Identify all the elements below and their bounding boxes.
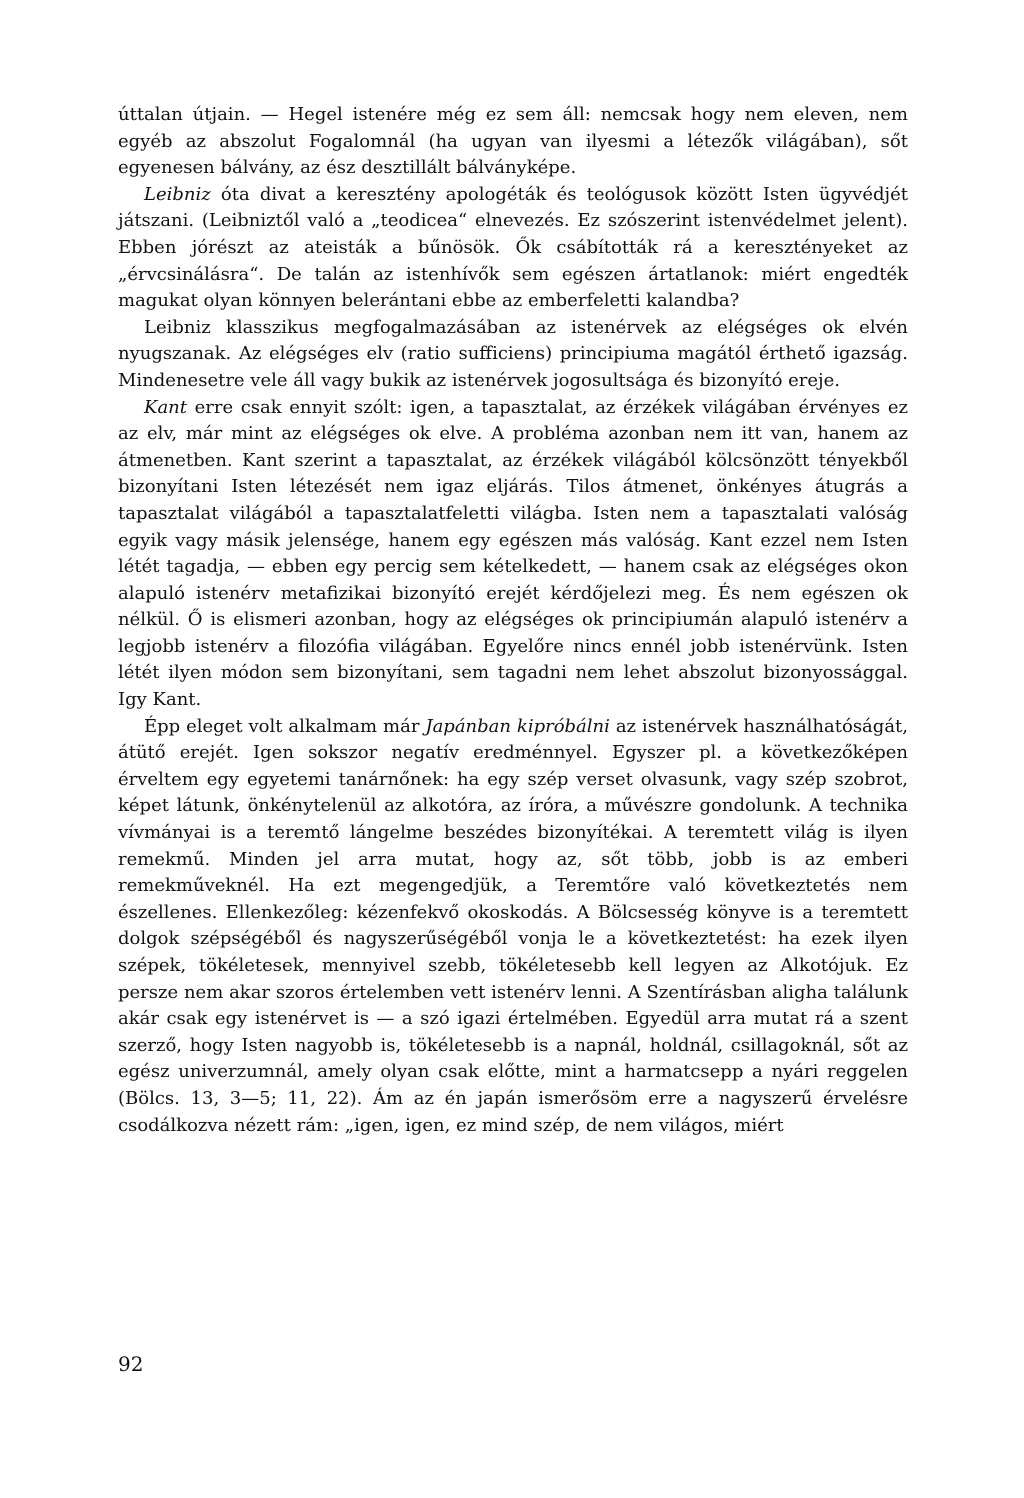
text-run: úttalan útjain. — Hegel istenére még ez sem áll: nemcsak hogy nem eleven, nem egyéb az abszolut Fogalomnál (ha ugyan van ilyesmi a létezők világában), sőt egyenesen bálvány, az ész desztillált bálványképe. [118,104,908,179]
paragraph-5 [118,714,908,1140]
italic-run: Kant [144,396,188,418]
text-run: Leibniz klasszikus megfogalmazásában az istenérvek az elégséges ok elvén nyugszanak. Az elégséges elv (ratio sufficiens) principiuma magától érthető igazság. Mindenesetre vele áll vagy bukik az istenérvek jogosultsága és bizonyító ereje. [118,316,908,391]
text-run: óta divat a keresztény apologéták és teológusok között Isten ügyvédjét játszani. (Leibniztől való a „teodicea“ elnevezés. Ez szószerint istenvédelmet jelent). Ebben jórészt az ateisták a bűnösök. Ők csábították rá a keresztényeket az „érvcsinálásra“. De talán az istenhívők sem egészen ártatlanok: miért engedték magukat olyan könnyen belerántani ebbe az emberfeletti kalandba? [118,183,908,312]
italic-run: Leibniz [144,183,211,205]
italic-run: Japánban kipróbálni [425,715,610,737]
text-run: erre csak ennyit szólt: igen, a tapasztalat, az érzékek világában érvényes ez az elv, már mint az elégséges ok elve. A probléma azonban nem itt van, hanem az átmenetben. Kant szerint a tapasztalat, az érzékek világából kölcsönzött tényekből bizonyítani Isten létezését nem igaz eljárás. Tilos átmenet, önkényes átugrás a tapasztalat világából a tapasztalatfeletti világba. Isten nem a tapasztalati valóság egyik vagy másik jelensége, hanem egy egészen más valóság. Kant ezzel nem Isten létét tagadja, — ebben egy percig sem kételkedett, — hanem csak az elégséges okon alapuló istenérv metafizikai bizonyító erejét kérdőjelezi meg. És nem egészen ok nélkül. Ő is elismeri azonban, hogy az elégséges ok principiumán alapuló istenérv a legjobb istenérv a filozófia világában. Egyelőre nincs ennél jobb istenérvünk. Isten létét ilyen módon sem bizonyítani, sem tagadni nem lehet abszolut bizonyossággal. Igy Kant. [118,396,908,711]
paragraph-3 [118,315,908,395]
paragraph-4 [118,395,908,714]
paragraph-2 [118,182,908,315]
page-number: 92 [118,1352,144,1376]
text-run: az istenérvek használhatóságát, átütő erejét. Igen sokszor negatív eredménnyel. Egyszer pl. a következőképen érveltem egy egyetemi tanárnőnek: ha egy szép verset olvasunk, vagy szép szobrot, képet látunk, önkénytelenül az alkotóra, az íróra, a művészre gondolunk. A technika vívmányai is a teremtő lángelme beszédes bizonyítékai. A teremtett világ is ilyen remekmű. Minden jel arra mutat, hogy az, sőt több, jobb is az emberi remekműveknél. Ha ezt megengedjük, a Teremtőre való következtetés nem észellenes. Ellenkezőleg: kézenfekvő okoskodás. A Bölcsesség könyve is a teremtett dolgok szépségéből és nagyszerűségéből vonja le a következtetést: ha ezek ilyen szépek, tökéletesek, mennyivel szebb, tökéletesebb kell legyen az Alkotójuk. Ez persze nem akar szoros értelemben vett istenérv lenni. A Szentírásban aligha találunk akár csak egy istenérvet is — a szó igazi értelmében. Egyedül arra mutat rá a szent szerző, hogy Isten nagyobb is, tökéletesebb is a napnál, holdnál, csillagoknál, sőt az egész univerzumnál, amely olyan csak előtte, mint a harmatcsepp a nyári reggelen (Bölcs. 13, 3—5; 11, 22). Ám az én japán ismerősöm erre a nagyszerű érvelésre csodálkozva nézett rám: „igen, igen, ez mind szép, de nem világos, miért [118,715,908,1136]
page-body [118,102,908,1139]
paragraph-1 [118,102,908,182]
text-run: Épp eleget volt alkalmam már [144,715,426,737]
